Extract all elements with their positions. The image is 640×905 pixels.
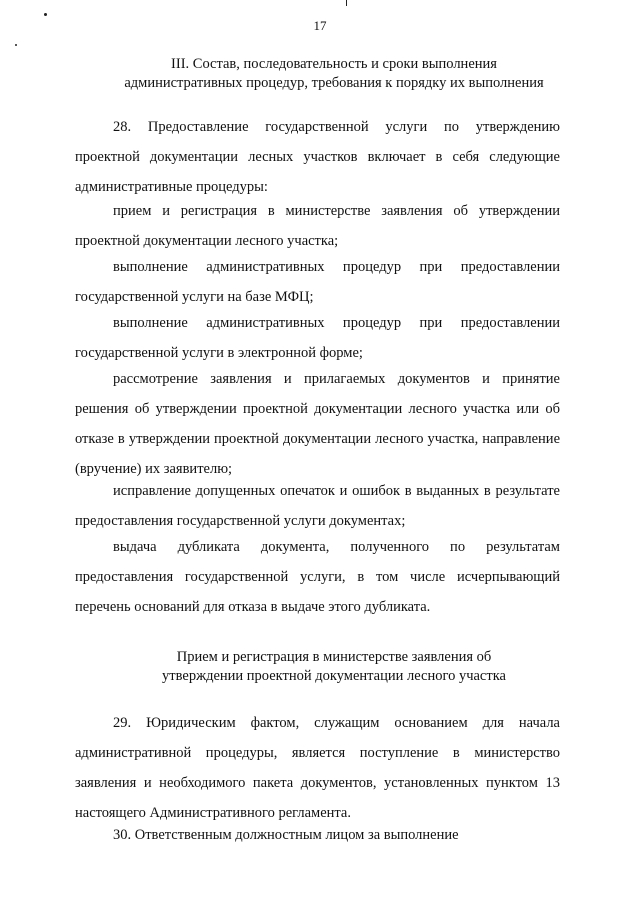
section-heading	[60, 55, 608, 93]
paragraph-30: 30. Ответственным должностным лицом за выполнение	[113, 827, 459, 843]
subsection-heading	[60, 648, 608, 686]
paragraph-29: 29. Юридическим фактом, служащим основанием для начала административной процедуры, является поступление в министерство заявления и необходимого пакета документов, установленных пунктом 13 настоящего Административного регламента.	[75, 715, 560, 821]
scan-speck	[44, 13, 47, 16]
list-item-electronic: выполнение административных процедур при предоставлении государственной услуги в электронной форме;	[75, 315, 560, 361]
list-item-review: рассмотрение заявления и прилагаемых документов и принятие решения об утверждении проектной документации лесного участка или об отказе в утверждении проектной документации лесного участка, направление (вручение) их заявителю;	[75, 371, 560, 477]
scan-speck	[15, 44, 17, 46]
subsection-heading-line-2: утверждении проектной документации лесного участка	[162, 668, 506, 684]
section-heading-line-1: III. Состав, последовательность и сроки выполнения	[171, 56, 497, 72]
subsection-heading-line-1: Прием и регистрация в министерстве заявления об	[176, 649, 492, 665]
scan-speck	[346, 0, 347, 6]
section-heading-line-2: административных процедур, требования к порядку их выполнения	[124, 75, 544, 91]
list-item-reception: прием и регистрация в министерстве заявления об утверждении проектной документации лесного участка;	[75, 203, 560, 249]
paragraph-28: 28. Предоставление государственной услуги по утверждению проектной документации лесных участков включает в себя следующие административные процедуры:	[75, 119, 560, 195]
list-item-corrections: исправление допущенных опечаток и ошибок в выданных в результате предоставления государственной услуги документах;	[75, 483, 560, 529]
list-item-mfc: выполнение административных процедур при предоставлении государственной услуги на базе МФЦ;	[75, 259, 560, 305]
page-number: 17	[313, 18, 327, 33]
list-item-duplicate: выдача дубликата документа, полученного по результатам предоставления государственной услуги, в том числе исчерпывающий перечень оснований для отказа в выдаче этого дубликата.	[75, 539, 560, 615]
